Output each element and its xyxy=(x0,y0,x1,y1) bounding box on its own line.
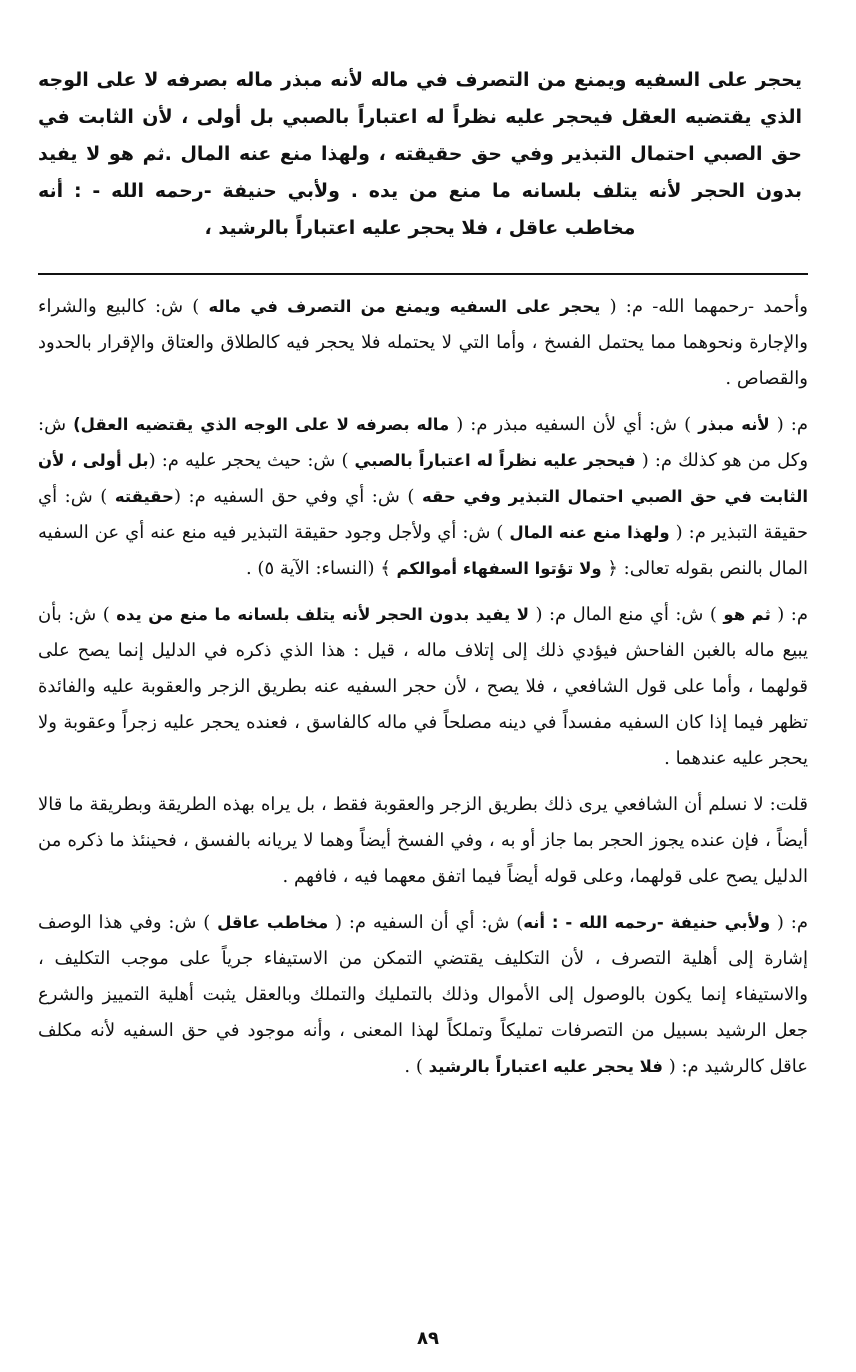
quoted-matn: يحجر على السفيه ويمنع من التصرف في ماله xyxy=(208,297,601,316)
quoted-matn: لأنه مبذر xyxy=(698,415,770,434)
matn-text: يحجر على السفيه ويمنع من التصرف في ماله لأنه مبذر ماله بصرفه لا على الوجه الذي يقتضيه العقل فيحجر عليه نظراً له اعتباراً بالصبي بل أولى ، لأن الثابت في حق الصبي احتمال التبذير وفي حق حقيقته ، ولهذا منع عنه المال .ثم هو لا يفيد بدون الحجر لأنه يتلف بلسانه ما منع من يده . ولأبي حنيفة -رحمه الله - : أنه مخاطب عاقل ، فلا يحجر عليه اعتباراً بالرشيد ، xyxy=(38,69,802,239)
commentary-text: ) ش: أي أن السفيه م: ( xyxy=(328,912,524,933)
commentary-text: ) ش: أي منع المال م: ( xyxy=(529,604,724,625)
quoted-matn: ولا تؤتوا السفهاء أموالكم xyxy=(396,559,602,578)
commentary-text: وأحمد -رحمهما الله- م: ( xyxy=(600,296,809,317)
quoted-matn: ولأبي حنيفة -رحمه الله - : أنه xyxy=(523,913,771,932)
quoted-matn: مخاطب عاقل xyxy=(217,913,329,932)
commentary-text: ) ش: وفي هذا الوصف إشارة إلى أهلية التصرف ، لأن التكليف يقتضي التمكن من الاستيفاء جرياً على موجب التكليف ، والاستيفاء إنما يكون بالوصول إلى الأموال وذلك بالتمليك والتملك وبالعقل يثبت أهلية التمييز والشرع جعل الرشيد بسبيل من التصرفات تمليكاً وتملكاً لهذا المعنى ، وأنه موجود في حق السفيه لأنه مكلف عاقل كالرشيد م: ( xyxy=(38,912,808,1077)
commentary-text: م: ( xyxy=(769,414,808,435)
commentary-paragraph xyxy=(38,597,808,777)
commentary-text: ش: وكل من هو كذلك م: ( xyxy=(38,414,809,471)
commentary-text: ) ش: كالبيع والشراء والإجارة ونحوهما مما يحتمل الفسخ ، وأما التي لا يحتمله فلا يحجر فيه كالطلاق والعتاق والإقرار بالحدود والقصاص . xyxy=(38,296,808,389)
commentary-paragraph xyxy=(38,905,808,1085)
commentary-text: ) ش: أي ولأجل وجود حقيقة التبذير فيه منع عنه أي عن السفيه المال بالنص بقوله تعالى: ﴿ xyxy=(38,522,808,579)
quoted-matn: فيحجر عليه نظراً له اعتباراً بالصبي xyxy=(354,451,636,470)
commentary-text: م: ( xyxy=(770,604,809,625)
commentary-text: ) ش: حيث يحجر عليه م: ( xyxy=(148,450,355,471)
quoted-matn: ولهذا منع عنه المال xyxy=(509,523,670,542)
page-number: ٨٩ xyxy=(417,1328,439,1349)
separator-rule xyxy=(38,273,808,275)
commentary-paragraph xyxy=(38,407,808,587)
commentary-text: ﴾ (النساء: الآية ٥) . xyxy=(245,558,397,579)
commentary-text: ) ش: أي وفي حق السفيه م: ( xyxy=(173,486,422,507)
commentary-text: ) ش: بأن يبيع ماله بالغبن الفاحش فيؤدي ذلك إلى إتلاف ماله ، قيل : هذا الذي ذكره في الدليل إنما يصح على قولهما ، وأما على قول الشافعي ، فلا يصح ، لأن حجر السفيه عنه بطريق الزجر والعقوبة عليه والفائدة تظهر فيما إذا كان السفيه مفسداً في دينه مصلحاً في ماله كالفاسق ، فعنده يحجر عليه زجراً وعقوبة ولا يحجر عليه عندهما . xyxy=(38,604,808,769)
document-page xyxy=(38,62,808,1372)
commentary-paragraph xyxy=(38,289,808,397)
commentary xyxy=(38,289,808,1085)
quoted-matn: بل أولى ، لأن الثابت في حق الصبي احتمال التبذير وفي حقه xyxy=(38,451,808,506)
quoted-matn: حقيقته xyxy=(114,487,174,506)
commentary-text: م: ( xyxy=(770,912,808,933)
quoted-matn: ثم هو xyxy=(723,605,771,624)
commentary-text: قلت: لا نسلم أن الشافعي يرى ذلك بطريق الزجر والعقوبة فقط ، بل يراه بهذه الطريقة وبطريقة ما قالا أيضاً ، فإن عنده يجوز الحجر بما جاز أو به ، وفي الفسخ أيضاً وهما لا يريانه بالفسق ، فحينئذ ما ذكره من الدليل يصح على قولهما، وعلى قوله أيضاً فيما اتفق معهما فيه ، فافهم . xyxy=(38,794,808,887)
commentary-text: ) . xyxy=(404,1056,429,1077)
quoted-matn: فلا يحجر عليه اعتباراً بالرشيد xyxy=(428,1057,663,1076)
quoted-matn: ماله بصرفه لا على الوجه الذي يقتضيه العقل) xyxy=(73,415,450,434)
commentary-text: ) ش: أي حقيقة التبذير م: ( xyxy=(38,486,808,543)
commentary-text: ) ش: أي لأن السفيه مبذر م: ( xyxy=(449,414,699,435)
quoted-matn: لا يفيد بدون الحجر لأنه يتلف بلسانه ما منع من يده xyxy=(116,605,529,624)
commentary-paragraph xyxy=(38,787,808,895)
